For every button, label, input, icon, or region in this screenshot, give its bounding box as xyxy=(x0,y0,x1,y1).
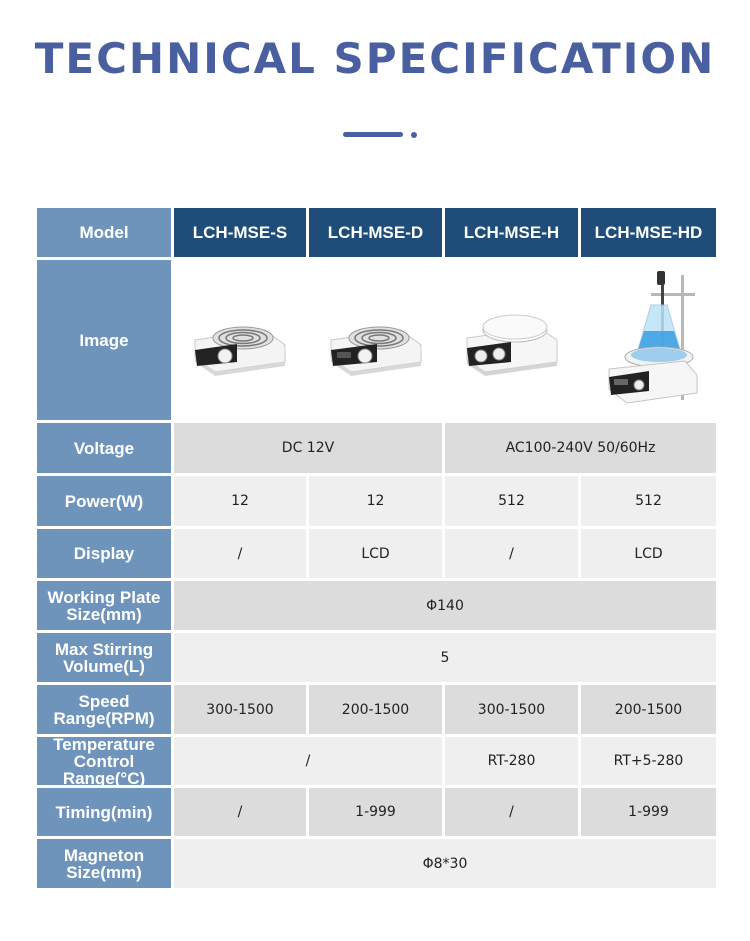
display-hd: LCD xyxy=(581,529,716,578)
model-h: LCH-MSE-H xyxy=(445,208,578,257)
timing-d: 1-999 xyxy=(309,788,442,836)
display-d: LCD xyxy=(309,529,442,578)
stirring-volume: 5 xyxy=(174,633,716,682)
temp-sd: / xyxy=(174,737,442,785)
display-s: / xyxy=(174,529,306,578)
model-hd: LCH-MSE-HD xyxy=(581,208,716,257)
power-hd: 512 xyxy=(581,476,716,526)
product-image-d xyxy=(309,260,442,420)
magneton-size: Φ8*30 xyxy=(174,839,716,888)
header-volume: Max Stirring Volume(L) xyxy=(37,633,171,682)
display-h: / xyxy=(445,529,578,578)
model-s: LCH-MSE-S xyxy=(174,208,306,257)
header-plate-size: Working Plate Size(mm) xyxy=(37,581,171,630)
plate-size: Φ140 xyxy=(174,581,716,630)
header-image: Image xyxy=(37,260,171,420)
timing-h: / xyxy=(445,788,578,836)
stirrer-coil-image xyxy=(185,300,295,380)
hotplate-with-stand-image xyxy=(599,265,699,415)
title-dot xyxy=(411,132,417,138)
power-d: 12 xyxy=(309,476,442,526)
product-image-h xyxy=(445,260,578,420)
product-image-s xyxy=(174,260,306,420)
header-speed: Speed Range(RPM) xyxy=(37,685,171,734)
header-magneton: Magneton Size(mm) xyxy=(37,839,171,888)
speed-s: 300-1500 xyxy=(174,685,306,734)
product-image-hd xyxy=(581,260,716,420)
voltage-dc: DC 12V xyxy=(174,423,442,473)
header-temperature: Temperature Control Range(°C) xyxy=(37,737,171,785)
header-display: Display xyxy=(37,529,171,578)
power-h: 512 xyxy=(445,476,578,526)
header-model: Model xyxy=(37,208,171,257)
speed-h: 300-1500 xyxy=(445,685,578,734)
page-title: TECHNICAL SPECIFICATION xyxy=(34,34,716,83)
voltage-ac: AC100-240V 50/60Hz xyxy=(445,423,716,473)
stirrer-coil-lcd-image xyxy=(321,300,431,380)
model-d: LCH-MSE-D xyxy=(309,208,442,257)
title-underline xyxy=(343,132,403,137)
timing-hd: 1-999 xyxy=(581,788,716,836)
speed-d: 200-1500 xyxy=(309,685,442,734)
timing-s: / xyxy=(174,788,306,836)
temp-h: RT-280 xyxy=(445,737,578,785)
speed-hd: 200-1500 xyxy=(581,685,716,734)
power-s: 12 xyxy=(174,476,306,526)
header-power: Power(W) xyxy=(37,476,171,526)
header-timing: Timing(min) xyxy=(37,788,171,836)
temp-hd: RT+5-280 xyxy=(581,737,716,785)
header-voltage: Voltage xyxy=(37,423,171,473)
hotplate-stirrer-image xyxy=(459,300,564,380)
